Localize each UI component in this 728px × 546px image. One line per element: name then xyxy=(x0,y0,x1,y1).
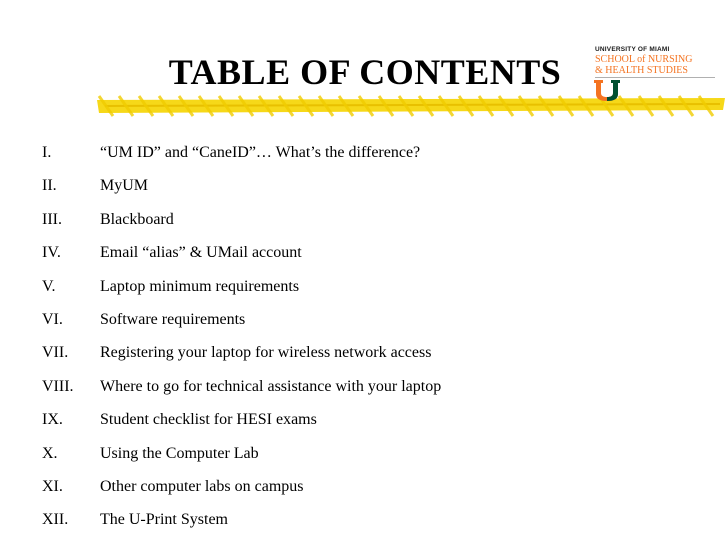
item-text: Student checklist for HESI exams xyxy=(100,411,317,429)
u-logo-icon xyxy=(594,80,620,102)
item-text: Software requirements xyxy=(100,310,246,328)
item-number: II. xyxy=(42,177,57,195)
item-text: The U-Print System xyxy=(100,511,228,529)
university-logo xyxy=(590,42,718,104)
item-text: Laptop minimum requirements xyxy=(100,277,300,295)
item-text: Blackboard xyxy=(100,210,174,228)
item-text: Where to go for technical assistance with your laptop xyxy=(100,377,442,395)
item-text: Email “alias” & UMail account xyxy=(100,244,302,262)
item-number: VII. xyxy=(42,344,69,362)
item-text: MyUM xyxy=(100,177,149,195)
logo-university-text: UNIVERSITY OF MIAMI xyxy=(595,46,670,53)
item-number: V. xyxy=(42,277,56,295)
page-title: TABLE OF CONTENTS xyxy=(168,52,562,92)
item-number: XII. xyxy=(42,511,69,529)
item-text: Other computer labs on campus xyxy=(100,477,304,495)
item-number: XI. xyxy=(42,477,63,495)
item-number: III. xyxy=(42,210,62,228)
logo-divider xyxy=(595,77,715,78)
item-number: VI. xyxy=(42,310,63,328)
logo-school-text xyxy=(595,54,692,76)
item-number: X. xyxy=(42,444,58,462)
logo-school-line2: & HEALTH STUDIES xyxy=(595,65,688,76)
item-text: Using the Computer Lab xyxy=(100,444,259,462)
item-number: I. xyxy=(42,144,52,161)
item-text: “UM ID” and “CaneID”… What’s the difference? xyxy=(100,144,421,161)
item-number: IX. xyxy=(42,411,63,429)
item-number: IV. xyxy=(42,244,61,262)
logo-school-line1: SCHOOL of NURSING xyxy=(595,54,693,65)
item-number: VIII. xyxy=(42,377,74,395)
item-text: Registering your laptop for wireless network access xyxy=(100,344,432,362)
